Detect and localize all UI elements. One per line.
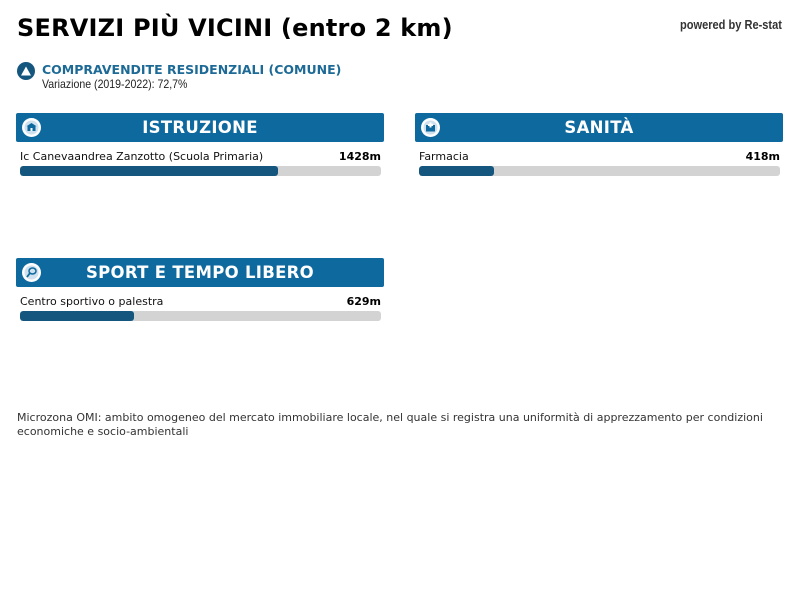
list-item — [415, 142, 783, 176]
list-item — [16, 142, 384, 176]
service-name: Ic Canevaandrea Zanzotto (Scuola Primaria) — [20, 150, 264, 163]
distance-bar — [20, 311, 381, 321]
stat-title: COMPRAVENDITE RESIDENZIALI (COMUNE) — [42, 62, 342, 77]
list-item — [16, 287, 384, 321]
distance-bar-fill — [20, 166, 278, 176]
footnote: Microzona OMI: ambito omogeneo del mercato immobiliare locale, nel quale si registra una uniformità di apprezzamento per condizioni economiche e socio-ambientali — [17, 411, 763, 438]
service-distance: 418m — [745, 150, 780, 163]
section-sanita — [415, 113, 783, 176]
school-icon — [22, 118, 41, 137]
section-sport — [16, 258, 384, 321]
distance-bar-fill — [419, 166, 494, 176]
powered-by-label: powered by Re-stat — [680, 17, 782, 32]
service-distance: 1428m — [338, 150, 381, 163]
section-header — [16, 113, 384, 142]
section-title: ISTRUZIONE — [142, 118, 258, 137]
stat-subtitle: Variazione (2019-2022): 72,7% — [42, 77, 188, 91]
section-istruzione — [16, 113, 384, 176]
distance-bar — [419, 166, 780, 176]
triangle-up-icon — [17, 62, 35, 80]
hospital-icon — [421, 118, 440, 137]
service-name: Centro sportivo o palestra — [20, 295, 164, 308]
distance-bar — [20, 166, 381, 176]
page-title: SERVIZI PIÙ VICINI (entro 2 km) — [17, 14, 453, 42]
tennis-icon — [22, 263, 41, 282]
section-title: SANITÀ — [564, 118, 634, 137]
section-header — [415, 113, 783, 142]
section-header — [16, 258, 384, 287]
distance-bar-fill — [20, 311, 134, 321]
service-name: Farmacia — [419, 150, 469, 163]
section-title: SPORT E TEMPO LIBERO — [85, 263, 315, 282]
service-distance: 629m — [346, 295, 381, 308]
